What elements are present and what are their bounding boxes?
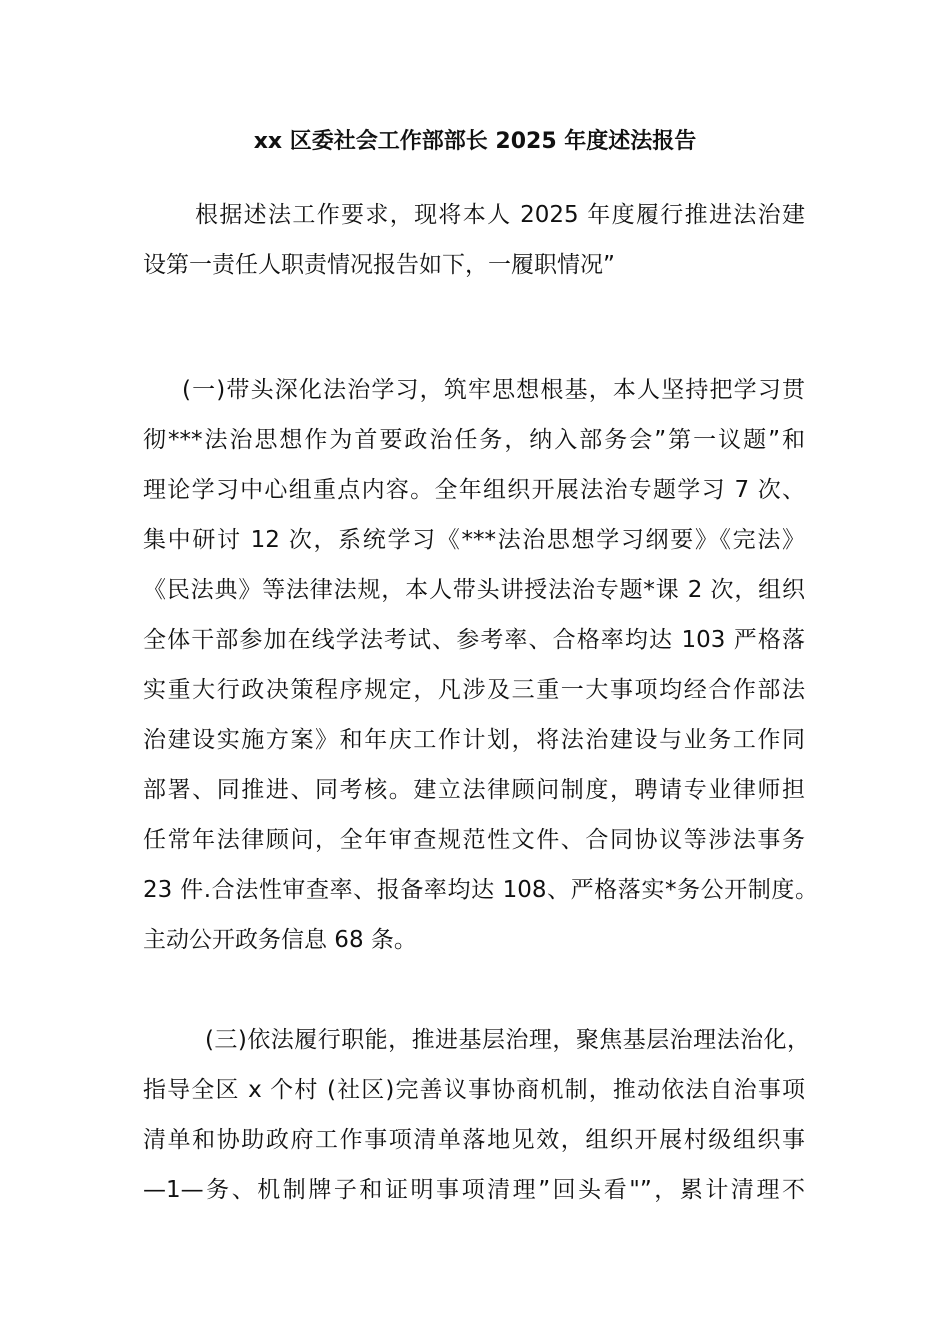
text-line: 集中研讨 12 次，系统学习《***法治思想学习纲要》《完法》 — [143, 527, 805, 553]
text-line: 治建设实施方案》和年庆工作计划，将法治建设与业务工作同 — [143, 727, 805, 753]
text-line: 指导全区 x 个村 (社区)完善议事协商机制，推动依法自治事项 — [143, 1077, 805, 1103]
text-line: 彻***法治思想作为首要政治任务，纳入部务会”第一议题”和 — [143, 427, 805, 453]
text-line: 部署、同推进、同考核。建立法律顾问制度，聘请专业律师担 — [143, 777, 805, 803]
text-line: (三)依法履行职能，推进基层治理，聚焦基层治理法治化， — [205, 1027, 810, 1053]
text-line: —1—务、机制牌子和证明事项清理”回头看"”，累计清理不 — [143, 1177, 805, 1203]
text-line: 理论学习中心组重点内容。全年组织开展法治专题学习 7 次、 — [143, 477, 805, 503]
text-line: 全体干部参加在线学法考试、参考率、合格率均达 103 严格落 — [143, 627, 805, 653]
text-line: 23 件.合法性审查率、报备率均达 108、严格落实*务公开制度。 — [143, 877, 818, 903]
text-line: 任常年法律顾问，全年审查规范性文件、合同协议等涉法事务 — [143, 827, 805, 853]
text-line: 设第一责任人职责情况报告如下，一履职情况” — [143, 252, 615, 278]
document-title: xx 区委社会工作部部长 2025 年度述法报告 — [253, 129, 697, 154]
text-line: 根据述法工作要求，现将本人 2025 年度履行推进法治建 — [195, 202, 805, 228]
text-line: (一)带头深化法治学习，筑牢思想根基，本人坚持把学习贯 — [182, 377, 805, 403]
text-line: 《民法典》等法律法规，本人带头讲授法治专题*课 2 次，组织 — [143, 577, 805, 603]
text-line: 清单和协助政府工作事项清单落地见效，组织开展村级组织事 — [143, 1127, 805, 1153]
text-line: 主动公开政务信息 68 条。 — [143, 927, 417, 953]
text-line: 实重大行政决策程序规定，凡涉及三重一大事项均经合作部法 — [143, 677, 805, 703]
